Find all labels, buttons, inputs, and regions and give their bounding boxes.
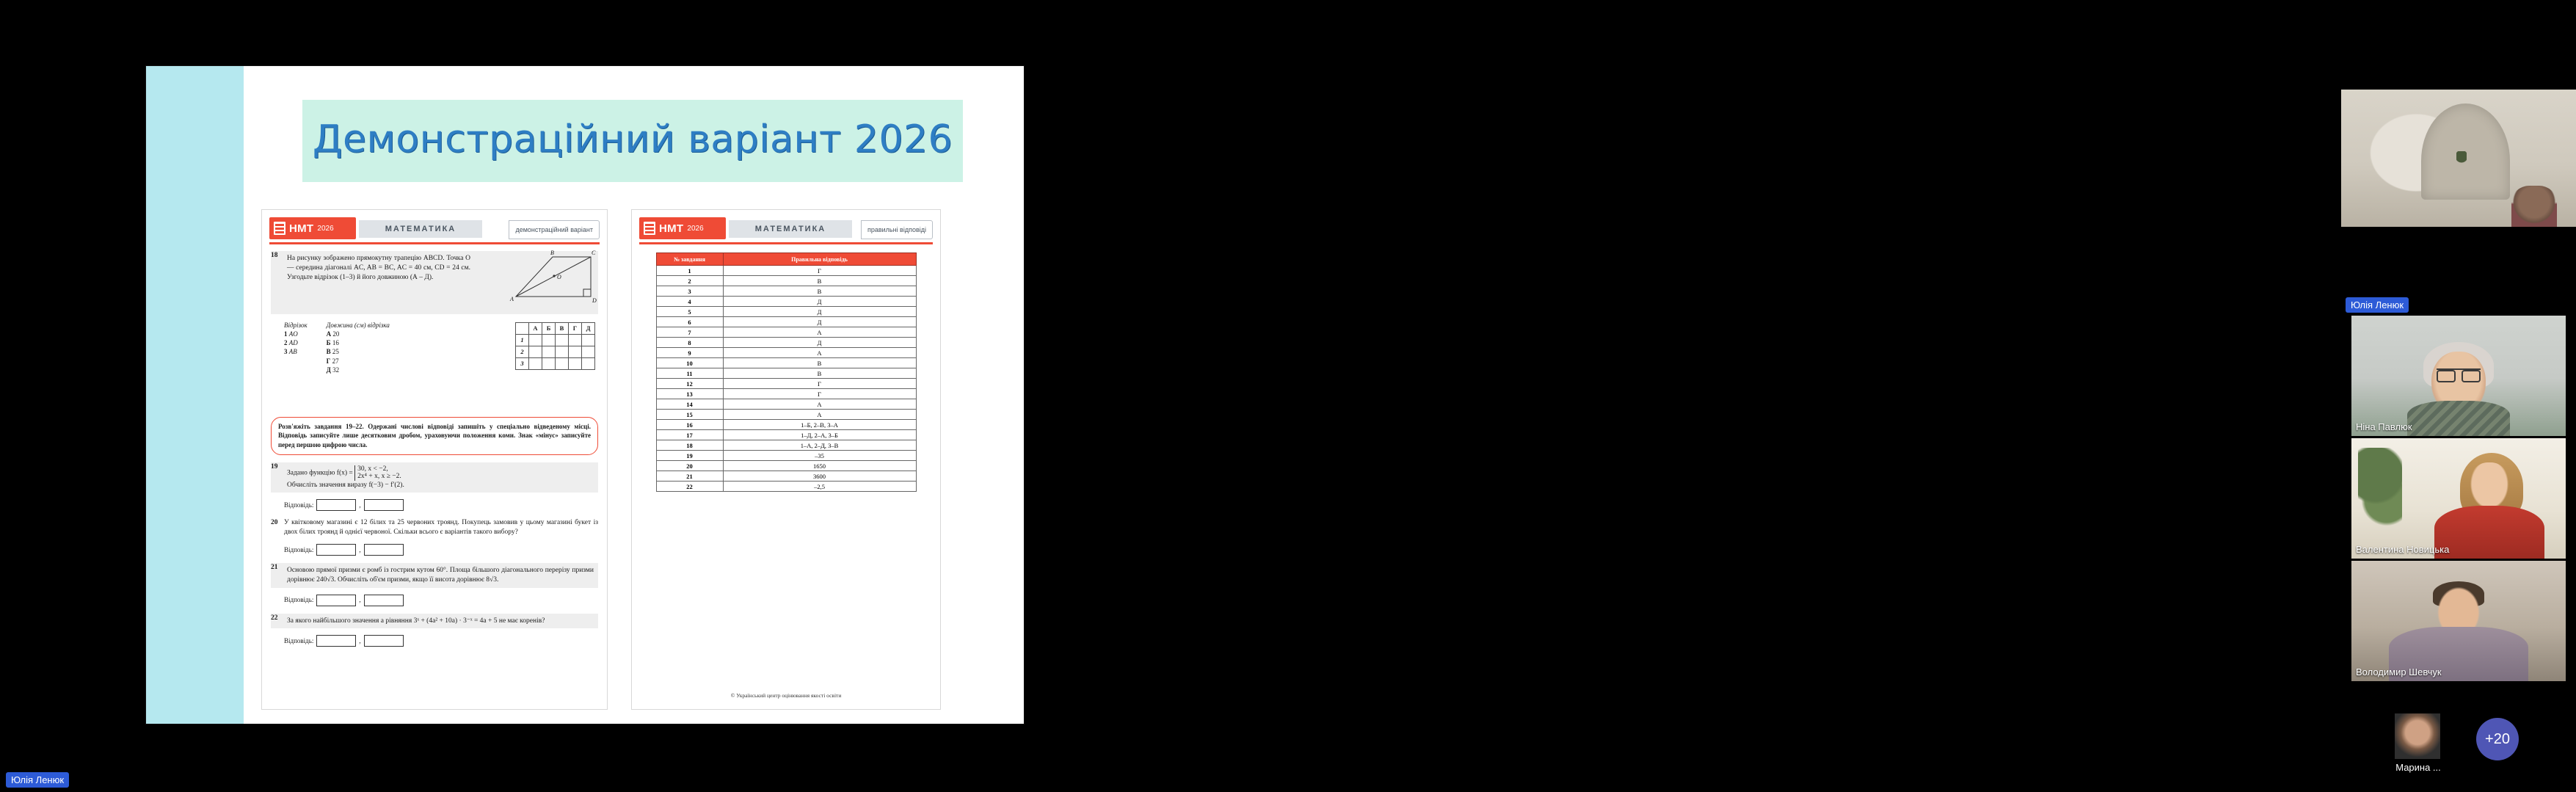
col-correct-answer: Правильна відповідь [723, 253, 916, 266]
cell-answer: А [723, 327, 916, 338]
grid-cell[interactable] [556, 335, 569, 346]
face-shape [2469, 462, 2510, 511]
document-right-header [639, 217, 933, 242]
grid-cell[interactable] [529, 358, 542, 370]
question-19 [271, 462, 598, 493]
question-22-text: За якого найбільшого значення a рівняння 3ˣ + (4a² + 10a) · 3⁻ˣ = 4a + 5 не має коренів? [287, 617, 545, 625]
cell-answer: 3600 [723, 471, 916, 482]
cell-task: 6 [656, 317, 723, 327]
grid-cell[interactable] [529, 346, 542, 358]
match-item-3: 3 AB [284, 348, 297, 356]
answer-input-fraction-22[interactable] [364, 635, 404, 647]
participant-tile-1[interactable] [2341, 90, 2576, 227]
participant-rail [1171, 0, 2510, 792]
grid-cell[interactable] [556, 346, 569, 358]
participant-video-1 [2341, 90, 2576, 227]
participant-avatar-maryna[interactable] [2395, 713, 2440, 759]
question-21 [271, 563, 598, 588]
table-row [656, 482, 916, 492]
cell-answer: В [723, 368, 916, 379]
shared-screen-slide[interactable] [146, 66, 1024, 724]
cell-answer: –35 [723, 451, 916, 461]
nmt-brand: НМТ [659, 222, 684, 235]
grid-cell[interactable] [556, 358, 569, 370]
cell-task: 1 [656, 266, 723, 276]
cell-task: 19 [656, 451, 723, 461]
cell-answer: 1650 [723, 461, 916, 471]
participant-video-volodymyr [2351, 561, 2566, 681]
cell-task: 8 [656, 338, 723, 348]
overflow-participants-button[interactable]: +20 [2476, 718, 2519, 760]
table-row [656, 399, 916, 410]
book-icon [274, 222, 285, 235]
table-row [656, 338, 916, 348]
plant-shape [2456, 151, 2467, 166]
question-20 [271, 518, 598, 537]
grid-col-d: Д [582, 323, 595, 335]
participant-video-nina [2351, 316, 2566, 436]
match-option-d: Д 32 [326, 366, 340, 374]
table-row [656, 461, 916, 471]
grid-cell[interactable] [569, 346, 582, 358]
table-row [656, 358, 916, 368]
cell-answer: Д [723, 338, 916, 348]
question-22-number: 22 [271, 614, 278, 622]
question-20-text: У квітковому магазині є 12 білих та 25 червоних троянд. Покупець замовив у цьому магазині букет із двох білих троянд й однієї червоної. Скільки всього є варіантів такого вибору? [284, 519, 598, 537]
cell-answer: Г [723, 379, 916, 389]
participant-tile-nina-pavliuk[interactable] [2351, 316, 2566, 436]
question-19-number: 19 [271, 462, 278, 471]
grid-cell[interactable] [569, 335, 582, 346]
decimal-comma: , [359, 501, 361, 509]
table-row [656, 327, 916, 338]
grid-col-b: Б [542, 323, 556, 335]
document-kind: демонстраційний варіант [509, 220, 600, 239]
cell-answer: В [723, 358, 916, 368]
question-21-number: 21 [271, 563, 278, 571]
question-19-case-1: 30, x < −2, [357, 465, 388, 473]
table-row [656, 379, 916, 389]
answer-input-fraction-20[interactable] [364, 544, 404, 556]
document-footer-copyright: © Український центр оцінювання якості освіти [730, 692, 842, 699]
answer-input-integer-21[interactable] [316, 595, 356, 606]
cell-task: 14 [656, 399, 723, 410]
cell-answer: В [723, 286, 916, 297]
participant-tile-valentyna-novytska[interactable] [2351, 438, 2566, 559]
match-option-a: А 20 [326, 330, 340, 338]
grid-cell[interactable] [542, 346, 556, 358]
plant-shape [2358, 448, 2402, 536]
svg-text:D: D [592, 297, 597, 304]
cell-task: 3 [656, 286, 723, 297]
document-subject: МАТЕМАТИКА [729, 220, 852, 238]
cell-answer: 1–Д, 2–А, 3–Б [723, 430, 916, 440]
cell-answer: Д [723, 297, 916, 307]
question-18-number: 18 [271, 252, 278, 259]
answer-row-21 [284, 595, 598, 606]
table-header-row [656, 253, 916, 266]
cell-answer: Д [723, 307, 916, 317]
grid-cell[interactable] [529, 335, 542, 346]
slide-title: Демонстраційний варіант 2026 [312, 117, 953, 161]
cell-task: 15 [656, 410, 723, 420]
nmt-brand: НМТ [289, 222, 314, 235]
grid-cell[interactable] [582, 346, 595, 358]
grid-col-a: А [529, 323, 542, 335]
nmt-logo [639, 217, 726, 239]
table-row [656, 266, 916, 276]
table-row [656, 276, 916, 286]
slide-content [244, 66, 1024, 724]
grid-row-1: 1 [516, 335, 529, 346]
answer-label: Відповідь: [284, 501, 314, 509]
slide-title-band [302, 100, 963, 182]
cell-answer: 1–А, 2–Д, 3–В [723, 440, 916, 451]
header-rule [269, 242, 600, 244]
cell-task: 20 [656, 461, 723, 471]
active-speaker-badge: Юлія Ленюк [2346, 297, 2409, 313]
col-task-number: № завдання [656, 253, 723, 266]
decimal-comma: , [359, 637, 361, 645]
svg-text:A: A [510, 296, 514, 302]
answer-input-fraction-21[interactable] [364, 595, 404, 606]
participant-name-label: Валентина Новицька [2356, 544, 2450, 555]
grid-corner [516, 323, 529, 335]
document-kind: правильні відповіді [861, 220, 933, 239]
answer-input-integer-22[interactable] [316, 635, 356, 647]
cell-task: 12 [656, 379, 723, 389]
cell-task: 16 [656, 420, 723, 430]
decimal-comma: , [359, 596, 361, 604]
answer-row-20 [284, 544, 598, 556]
matching-answer-grid[interactable] [515, 322, 595, 370]
cell-task: 13 [656, 389, 723, 399]
question-18-text: На рисунку зображено прямокутну трапецію ABCD. Точка O — середина діагоналі AC, AB = BC, AC = 40 см, CD = 24 см. Узгодьте відрізок (1–3) й його довжиною (А – Д). [287, 255, 470, 281]
table-row [656, 317, 916, 327]
grid-row-3: 3 [516, 358, 529, 370]
avatar [2395, 713, 2440, 759]
cell-task: 17 [656, 430, 723, 440]
answer-label: Відповідь: [284, 637, 314, 645]
match-option-v: В 25 [326, 348, 339, 356]
trapezoid-figure [510, 250, 598, 304]
document-left-body [271, 251, 598, 647]
bottom-left-speaker-label: Юлія Ленюк [6, 772, 69, 788]
table-row [656, 348, 916, 358]
document-left-header [269, 217, 600, 242]
cell-answer: Г [723, 389, 916, 399]
answer-row-22 [284, 635, 598, 647]
cell-answer: А [723, 348, 916, 358]
torso-shape [2434, 506, 2544, 559]
match-item-1: 1 AO [284, 330, 298, 338]
cell-answer: А [723, 410, 916, 420]
grid-row-2: 2 [516, 346, 529, 358]
table-row [656, 440, 916, 451]
grid-col-v: В [556, 323, 569, 335]
table-row [656, 297, 916, 307]
participant-tile-volodymyr-shevchuk[interactable] [2351, 561, 2566, 681]
cell-task: 7 [656, 327, 723, 338]
grid-cell[interactable] [569, 358, 582, 370]
book-icon [644, 222, 655, 235]
question-19-case-2: 2x⁴ + x, x ≥ −2. [357, 473, 401, 481]
question-19-text: Задано функцію f(x) = 30, x < −2, 2x⁴ + x, x ≥ −2. Обчисліть значення виразу f(−3) − f′(2). [287, 465, 594, 490]
svg-text:C: C [592, 250, 596, 256]
cell-answer: А [723, 399, 916, 410]
question-21-text: Основою прямої призми є ромб із гострим кутом 60°. Площа більшого діагонального перерізу призми дорівнює 240√3. Обчисліть об'єм призми, якщо її висота дорівнює 8√3. [287, 566, 594, 584]
cell-answer: Д [723, 317, 916, 327]
grid-cell[interactable] [542, 335, 556, 346]
cell-task: 2 [656, 276, 723, 286]
matching-left-column: Відрізок 1 AO 2 AD 3 AB [284, 321, 308, 356]
participant-name-label: Ніна Павлюк [2356, 421, 2412, 432]
answer-row-19 [284, 499, 598, 511]
cell-answer: Г [723, 266, 916, 276]
match-option-b: Б 16 [326, 339, 339, 347]
cell-answer: В [723, 276, 916, 286]
slide-side-strip [146, 66, 244, 724]
cell-answer: 1–Б, 2–В, 3–А [723, 420, 916, 430]
answer-label: Відповідь: [284, 545, 314, 553]
grid-cell[interactable] [582, 358, 595, 370]
svg-text:O: O [557, 274, 561, 280]
cell-task: 4 [656, 297, 723, 307]
nmt-year: 2026 [687, 224, 704, 233]
document-variant-page[interactable] [261, 209, 608, 710]
participant-name-label: Володимир Шевчук [2356, 666, 2442, 677]
header-rule [639, 242, 933, 244]
cell-task: 11 [656, 368, 723, 379]
grid-cell[interactable] [582, 335, 595, 346]
table-row [656, 420, 916, 430]
match-option-g: Г 27 [326, 357, 339, 365]
decimal-comma: , [359, 545, 361, 553]
matching-right-column: Довжина (см) відрізка А 20 Б 16 В 25 Г 27 Д 32 [326, 321, 390, 374]
participant-name-maryna: Марина ... [2395, 762, 2441, 773]
answer-input-integer-19[interactable] [316, 499, 356, 511]
cell-task: 5 [656, 307, 723, 317]
answer-label: Відповідь: [284, 596, 314, 604]
table-row [656, 430, 916, 440]
document-subject: МАТЕМАТИКА [359, 220, 482, 238]
match-item-2: 2 AD [284, 339, 298, 347]
cell-task: 18 [656, 440, 723, 451]
table-row [656, 307, 916, 317]
participant-video-valentyna [2351, 438, 2566, 559]
nmt-year: 2026 [317, 224, 334, 233]
document-answer-key-page[interactable] [631, 209, 941, 710]
table-row [656, 389, 916, 399]
answer-input-integer-20[interactable] [316, 544, 356, 556]
cell-task: 9 [656, 348, 723, 358]
svg-text:B: B [550, 250, 554, 256]
question-18-matching [284, 321, 598, 374]
cell-task: 10 [656, 358, 723, 368]
cell-task: 22 [656, 482, 723, 492]
grid-cell[interactable] [542, 358, 556, 370]
table-row [656, 410, 916, 420]
nmt-logo [269, 217, 356, 239]
question-20-number: 20 [271, 519, 278, 527]
torso-shape [2407, 401, 2510, 436]
table-row [656, 286, 916, 297]
question-22 [271, 614, 598, 629]
grid-col-g: Г [569, 323, 582, 335]
instruction-box: Розв'яжіть завдання 19–22. Одержані числові відповіді запишіть у спеціально відведеному місці. Відповідь записуйте лише десятковим дробом, ураховуючи положення коми. Знак «мінус» записуйте перед першою цифрою числа. [271, 417, 598, 455]
question-18 [271, 251, 598, 314]
cell-task: 21 [656, 471, 723, 482]
glasses-icon [2437, 368, 2481, 380]
table-row [656, 451, 916, 461]
table-row [656, 471, 916, 482]
table-row [656, 368, 916, 379]
cell-answer: –2,5 [723, 482, 916, 492]
answer-key-table [656, 253, 917, 492]
question-19-line2: Обчисліть значення виразу f(−3) − f′(2). [287, 481, 404, 489]
person-silhouette [2511, 186, 2557, 227]
answer-input-fraction-19[interactable] [364, 499, 404, 511]
